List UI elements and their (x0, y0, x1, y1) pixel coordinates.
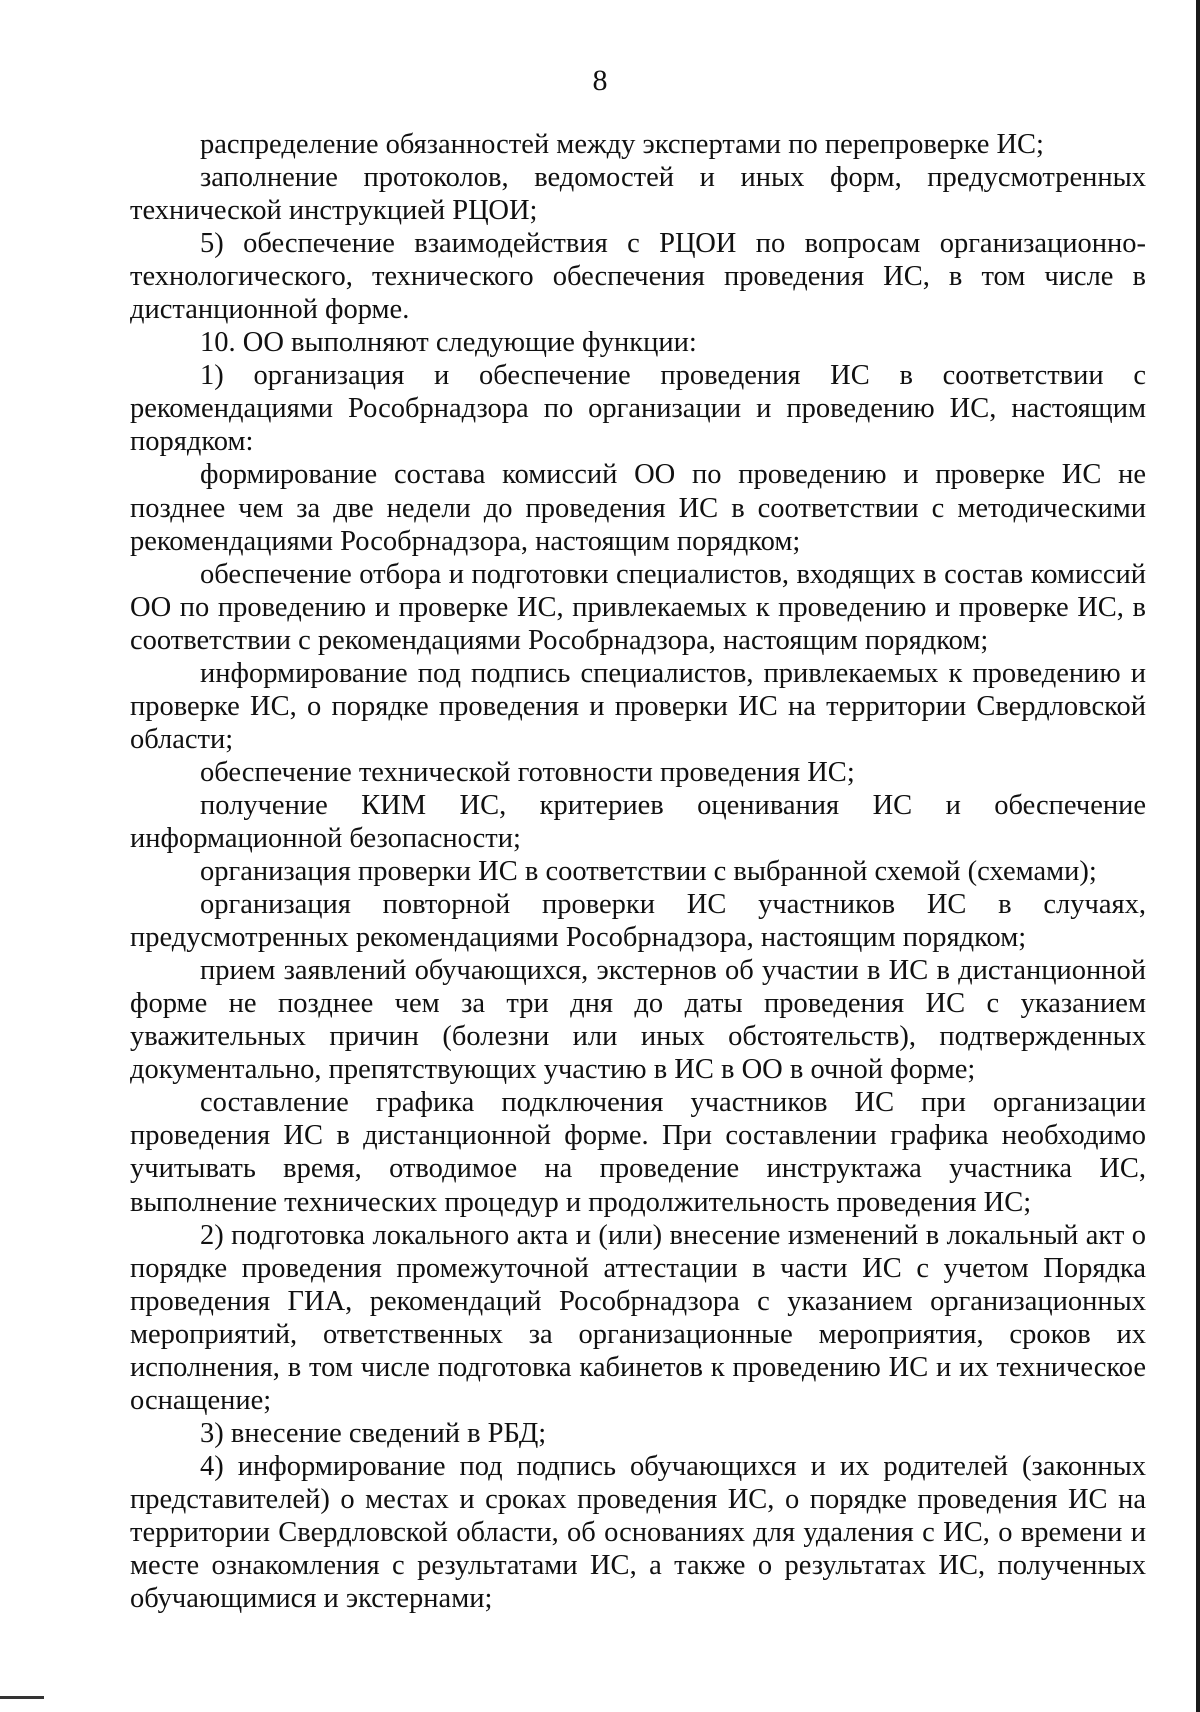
paragraph: заполнение протоколов, ведомостей и иных форм, предусмотренных технической инструкцией РЦОИ; (130, 162, 1146, 227)
paragraph: распределение обязанностей между экспертами по перепроверке ИС; (200, 129, 1044, 160)
paragraph: информирование под подпись специалистов, привлекаемых к проведению и проверке ИС, о порядке проведения и проверки ИС на территории Свердловской области; (130, 657, 1146, 755)
paragraph: 2) подготовка локального акта и (или) внесение изменений в локальный акт о порядке проведения промежуточной аттестации в части ИС с учетом Порядка проведения ГИА, рекомендаций Рособрнадзора с указанием организационных мероприятий, ответственных за организационные мероприятия, сроков их исполнения, в том числе подготовка кабинетов к проведению ИС и их техническое оснащение; (130, 1219, 1146, 1416)
paragraph: 4) информирование под подпись обучающихся и их родителей (законных представителей) о местах и сроках проведения ИС, о порядке проведения ИС на территории Свердловской области, об основаниях для удаления с ИС, о времени и месте ознакомления с результатами ИС, а также о результатах ИС, полученных обучающимися и экстернами; (130, 1450, 1146, 1615)
document-body (130, 128, 1146, 1615)
paragraph: формирование состава комиссий ОО по проведению и проверке ИС не позднее чем за две недели до проведения ИС в соответствии с методическими рекомендациями Рособрнадзора, настоящим порядком; (130, 459, 1146, 557)
paragraph: 10. ОО выполняют следующие функции: (200, 327, 697, 359)
paragraph: 3) внесение сведений в РБД; (200, 1417, 547, 1449)
paragraph: организация повторной проверки ИС участников ИС в случаях, предусмотренных рекомендациями Рособрнадзора, настоящим порядком; (130, 889, 1146, 954)
paragraph: обеспечение отбора и подготовки специалистов, входящих в состав комиссий ОО по проведению и проверке ИС, привлекаемых к проведению и проверке ИС, в соответствии с рекомендациями Рособрнадзора, настоящим порядком; (130, 558, 1146, 656)
paragraph: организация проверки ИС в соответствии с выбранной схемой (схемами); (200, 856, 1097, 888)
paragraph: получение КИМ ИС, критериев оценивания ИС и обеспечение информационной безопасности; (130, 789, 1146, 854)
paragraph: прием заявлений обучающихся, экстернов об участии в ИС в дистанционной форме не позднее чем за три дня до даты проведения ИС с указанием уважительных причин (болезни или иных обстоятельств), подтвержденных документально, препятствующих участию в ИС в ОО в очной форме; (130, 955, 1146, 1086)
paragraph: 5) обеспечение взаимодействия с РЦОИ по вопросам организационно-технологического, технического обеспечения проведения ИС, в том числе в дистанционной форме. (130, 228, 1146, 326)
scan-edge-line (1196, 0, 1200, 1712)
paragraph: обеспечение технической готовности проведения ИС; (200, 756, 855, 788)
page-number: 8 (592, 64, 608, 97)
paragraph: составление графика подключения участников ИС при организации проведения ИС в дистанционной форме. При составлении графика необходимо учитывать время, отводимое на проведение инструктажа участника ИС, выполнение технических процедур и продолжительность проведения ИС; (130, 1087, 1146, 1218)
scan-bottom-mark (0, 1696, 44, 1699)
paragraph: 1) организация и обеспечение проведения ИС в соответствии с рекомендациями Рособрнадзора по организации и проведению ИС, настоящим порядком: (130, 360, 1146, 458)
